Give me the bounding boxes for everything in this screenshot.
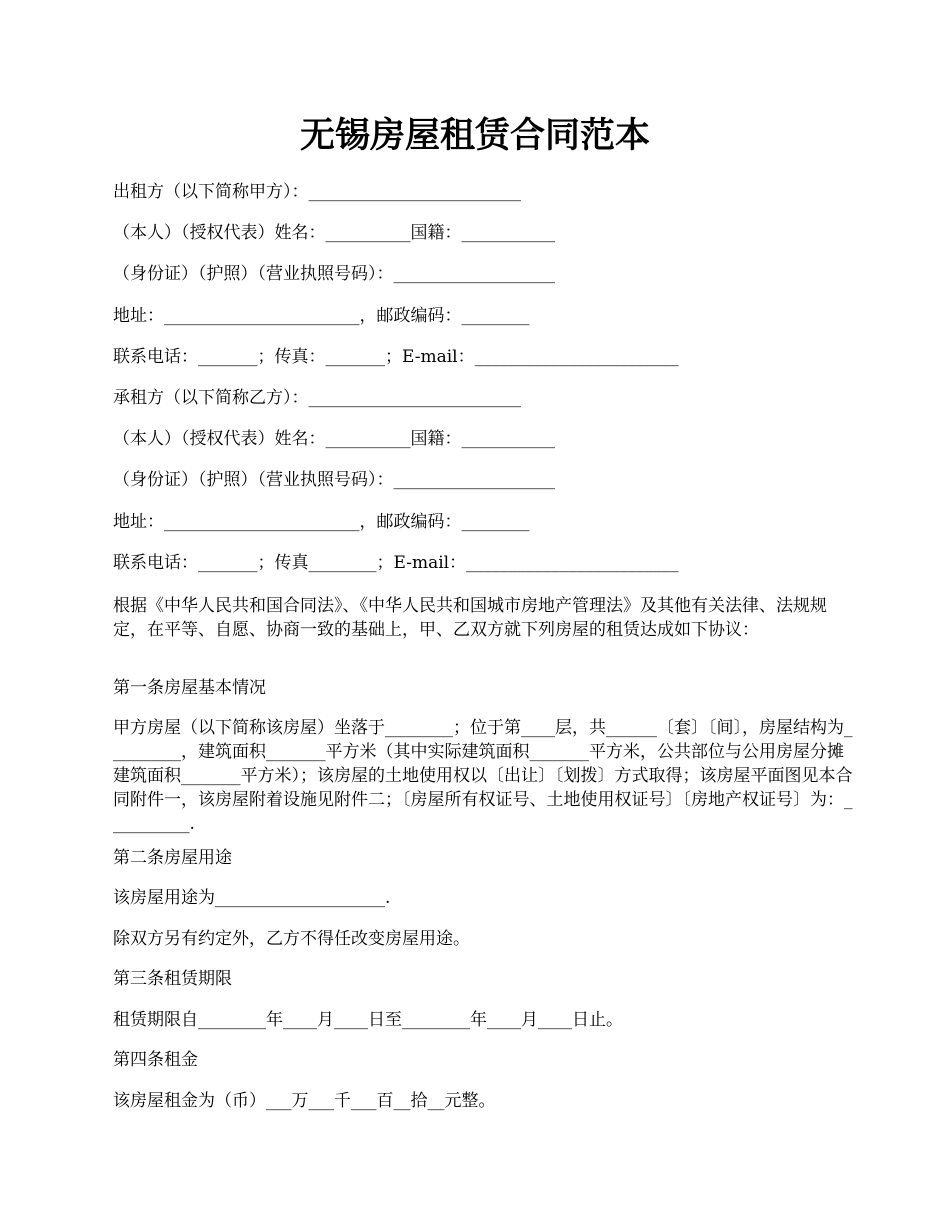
lessor-id: （身份证）（护照）（营业执照号码）：___________________: [113, 264, 555, 284]
lessor-intro: 出租方（以下简称甲方）：_________________________: [113, 182, 521, 202]
lessee-id: （身份证）（护照）（营业执照号码）：___________________: [113, 470, 555, 490]
lessee-contact: 联系电话：_______；传真________；E-mail：_________________________: [113, 553, 679, 573]
lessee-address: 地址：_______________________，邮政编码：________: [113, 512, 530, 532]
document-title: 无锡房屋租赁合同范本: [299, 115, 650, 156]
lessor-contact: 联系电话：_______；传真：_______；E-mail：________________________: [113, 347, 679, 367]
article4-body: 该房屋租金为（币）___万___千___百__拾__元整。: [113, 1091, 496, 1111]
article1-body: 甲方房屋（以下简称该房屋）坐落于________；位于第____层，共______〔套〕〔间〕，房屋结构为_________，建筑面积_______平方米（其中实际建筑面积_______平方米，公共部位与公用房屋分摊建筑面积_______平方米）；该房屋的土地使用权以〔出让〕〔划拨〕方式取得；该房屋平面图见本合同附件一，该房屋附着设施见附件二；〔房屋所有权证号、土地使用权证号〕〔房地产权证号〕为：__________.: [113, 718, 853, 834]
article4-heading: 第四条租金: [113, 1050, 198, 1070]
article3-heading: 第三条租赁期限: [113, 969, 232, 989]
article1-heading: 第一条房屋基本情况: [113, 678, 266, 698]
article3-body: 租赁期限自________年____月____日至________年____月____日止。: [113, 1010, 623, 1030]
article2-body-restriction: 除双方另有约定外，乙方不得任改变房屋用途。: [113, 929, 470, 949]
article2-heading: 第二条房屋用途: [113, 848, 232, 868]
article2-body-usage: 该房屋用途为____________________.: [113, 888, 391, 908]
preamble-paragraph: 根据《中华人民共和国合同法》、《中华人民共和国城市房地产管理法》及其他有关法律、法规规定，在平等、自愿、协商一致的基础上，甲、乙双方就下列房屋的租赁达成如下协议：: [113, 596, 827, 640]
lessor-name-nationality: （本人）（授权代表）姓名：__________国籍：___________: [113, 223, 555, 243]
lessor-address: 地址：_______________________，邮政编码：________: [113, 306, 530, 326]
lessee-name-nationality: （本人）（授权代表）姓名：__________国籍：___________: [113, 429, 555, 449]
lessee-intro: 承租方（以下简称乙方）：_________________________: [113, 388, 521, 408]
